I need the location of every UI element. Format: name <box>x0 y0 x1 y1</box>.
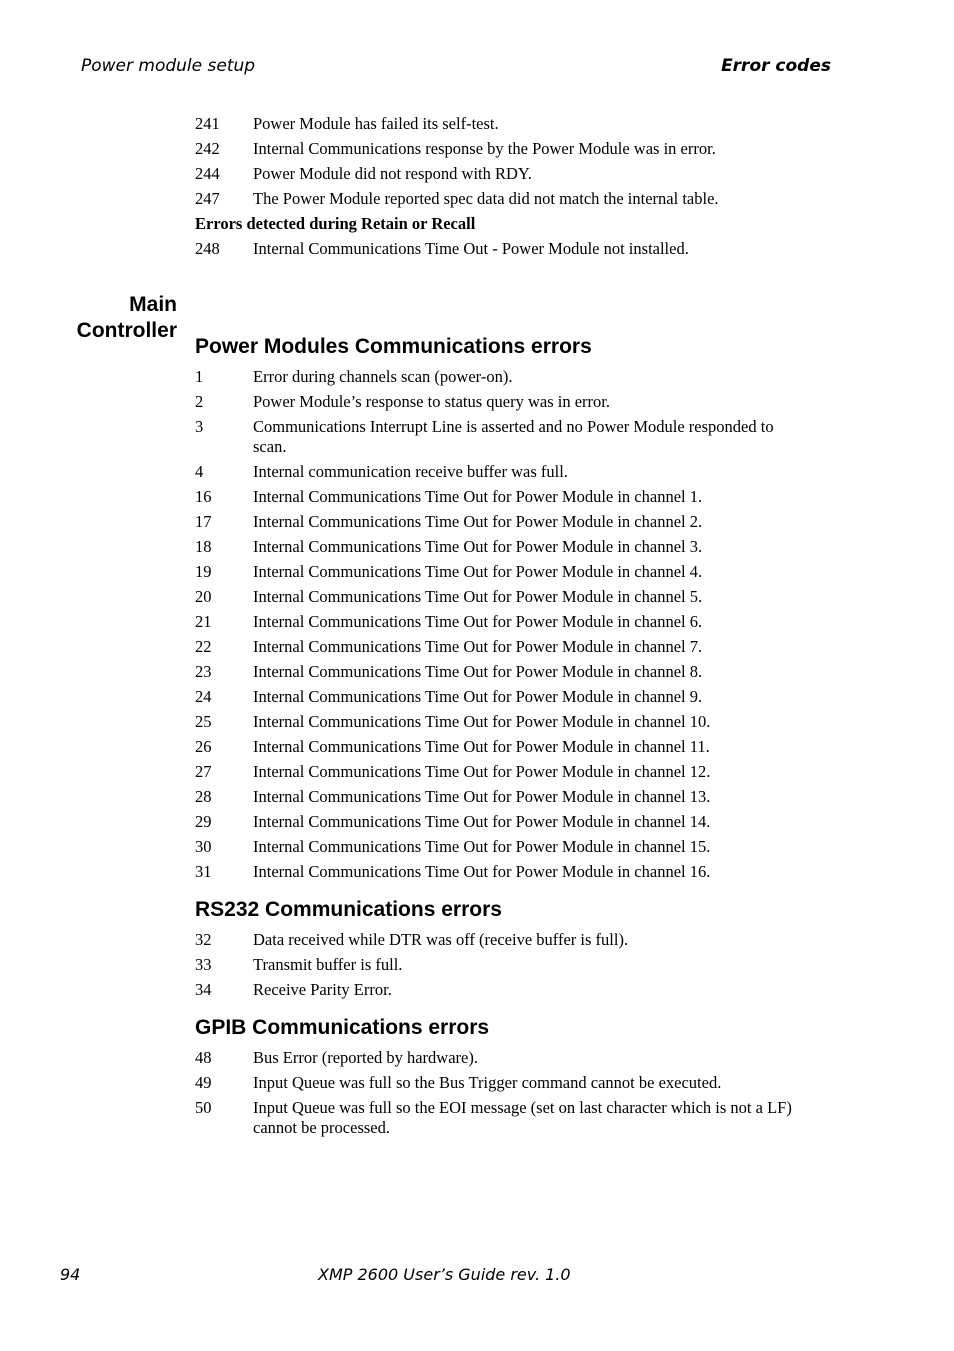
top-error-list <box>195 114 805 209</box>
error-row <box>195 812 805 832</box>
error-text: Data received while DTR was off (receive buffer is full). <box>253 930 629 949</box>
error-row <box>195 1098 805 1138</box>
error-row <box>195 512 805 532</box>
error-code: 26 <box>195 737 212 756</box>
error-code: 27 <box>195 762 212 781</box>
error-code: 31 <box>195 862 212 881</box>
running-header-chapter: Error codes <box>721 56 831 76</box>
error-text: Internal Communications Time Out for Power Module in channel 14. <box>253 812 711 831</box>
error-text: Error during channels scan (power-on). <box>253 367 513 386</box>
error-code: 33 <box>195 955 212 974</box>
error-row <box>195 612 805 632</box>
error-code: 28 <box>195 787 212 806</box>
error-code: 30 <box>195 837 212 856</box>
section-heading-rs232: RS232 Communications errors <box>195 898 502 921</box>
side-title-line-1: Main <box>129 293 177 316</box>
error-row <box>195 737 805 757</box>
power-modules-error-list <box>195 367 805 882</box>
error-code: 247 <box>195 189 220 208</box>
running-header-section: Power module setup <box>81 56 256 76</box>
error-code: 19 <box>195 562 212 581</box>
error-code: 21 <box>195 612 212 631</box>
error-row <box>195 139 805 159</box>
error-row <box>195 537 805 557</box>
error-code: 241 <box>195 114 220 133</box>
error-row <box>195 487 805 507</box>
error-code: 248 <box>195 239 220 258</box>
error-text: Internal communication receive buffer was full. <box>253 462 568 481</box>
error-text: Internal Communications Time Out for Power Module in channel 3. <box>253 537 703 556</box>
error-text: Input Queue was full so the EOI message (set on last character which is not a LF) cannot be processed. <box>253 1098 792 1137</box>
error-text: Communications Interrupt Line is asserted and no Power Module responded to scan. <box>253 417 774 456</box>
error-code: 22 <box>195 637 212 656</box>
error-row <box>195 164 805 184</box>
error-text: Transmit buffer is full. <box>253 955 403 974</box>
error-row <box>195 114 805 134</box>
page-number: 94 <box>60 1265 81 1284</box>
error-text: Power Module has failed its self-test. <box>253 114 499 133</box>
error-row <box>195 687 805 707</box>
error-text: Bus Error (reported by hardware). <box>253 1048 478 1067</box>
error-code: 244 <box>195 164 220 183</box>
error-code: 18 <box>195 537 212 556</box>
error-code: 32 <box>195 930 212 949</box>
error-code: 20 <box>195 587 212 606</box>
error-row <box>195 189 805 209</box>
error-row <box>195 462 805 482</box>
error-code: 23 <box>195 662 212 681</box>
error-row <box>195 930 805 950</box>
error-text: Internal Communications Time Out for Power Module in channel 5. <box>253 587 703 606</box>
error-text: Internal Communications Time Out for Power Module in channel 8. <box>253 662 703 681</box>
error-code: 16 <box>195 487 212 506</box>
error-text: Internal Communications Time Out for Power Module in channel 7. <box>253 637 703 656</box>
error-row <box>195 980 805 1000</box>
error-text: Internal Communications Time Out for Power Module in channel 9. <box>253 687 703 706</box>
section-heading-gpib: GPIB Communications errors <box>195 1016 490 1039</box>
error-code: 25 <box>195 712 212 731</box>
error-row <box>195 712 805 732</box>
section-heading-power-modules: Power Modules Communications errors <box>195 335 592 358</box>
error-row <box>195 787 805 807</box>
error-text: Internal Communications Time Out for Power Module in channel 16. <box>253 862 711 881</box>
error-row <box>195 417 805 457</box>
error-code: 17 <box>195 512 212 531</box>
error-row <box>195 637 805 657</box>
error-row <box>195 587 805 607</box>
error-code: 242 <box>195 139 220 158</box>
side-title-line-2: Controller <box>76 319 177 342</box>
error-text: Input Queue was full so the Bus Trigger command cannot be executed. <box>253 1073 722 1092</box>
error-text: Internal Communications Time Out for Power Module in channel 4. <box>253 562 703 581</box>
retain-recall-heading: Errors detected during Retain or Recall <box>195 214 476 233</box>
error-code: 2 <box>195 392 204 411</box>
error-row <box>195 239 805 259</box>
rs232-error-list <box>195 930 805 1000</box>
error-row <box>195 662 805 682</box>
error-code: 1 <box>195 367 204 386</box>
error-text: Internal Communications Time Out for Power Module in channel 11. <box>253 737 710 756</box>
error-row <box>195 837 805 857</box>
error-code: 50 <box>195 1098 212 1117</box>
error-row <box>195 762 805 782</box>
error-row <box>195 562 805 582</box>
error-code: 34 <box>195 980 212 999</box>
error-code: 48 <box>195 1048 212 1067</box>
footer-guide-title: XMP 2600 User’s Guide rev. 1.0 <box>318 1265 571 1284</box>
error-row <box>195 1048 805 1068</box>
error-text: Internal Communications Time Out for Power Module in channel 13. <box>253 787 711 806</box>
error-code: 4 <box>195 462 204 481</box>
page-content <box>195 114 805 1143</box>
error-text: Internal Communications Time Out for Power Module in channel 12. <box>253 762 711 781</box>
error-code: 29 <box>195 812 212 831</box>
error-text: Receive Parity Error. <box>253 980 392 999</box>
error-text: Internal Communications Time Out for Power Module in channel 2. <box>253 512 703 531</box>
error-text: Power Module did not respond with RDY. <box>253 164 532 183</box>
error-text: Power Module’s response to status query was in error. <box>253 392 610 411</box>
error-row <box>195 862 805 882</box>
error-text: Internal Communications Time Out - Power Module not installed. <box>253 239 689 258</box>
error-row <box>195 392 805 412</box>
error-text: The Power Module reported spec data did not match the internal table. <box>253 189 719 208</box>
error-row <box>195 955 805 975</box>
error-text: Internal Communications response by the Power Module was in error. <box>253 139 716 158</box>
error-text: Internal Communications Time Out for Power Module in channel 15. <box>253 837 711 856</box>
error-text: Internal Communications Time Out for Power Module in channel 1. <box>253 487 703 506</box>
error-row <box>195 367 805 387</box>
error-text: Internal Communications Time Out for Power Module in channel 10. <box>253 712 711 731</box>
side-title <box>77 292 177 344</box>
error-row <box>195 1073 805 1093</box>
gpib-error-list <box>195 1048 805 1138</box>
error-text: Internal Communications Time Out for Power Module in channel 6. <box>253 612 703 631</box>
error-code: 49 <box>195 1073 212 1092</box>
error-code: 3 <box>195 417 204 436</box>
error-code: 24 <box>195 687 212 706</box>
